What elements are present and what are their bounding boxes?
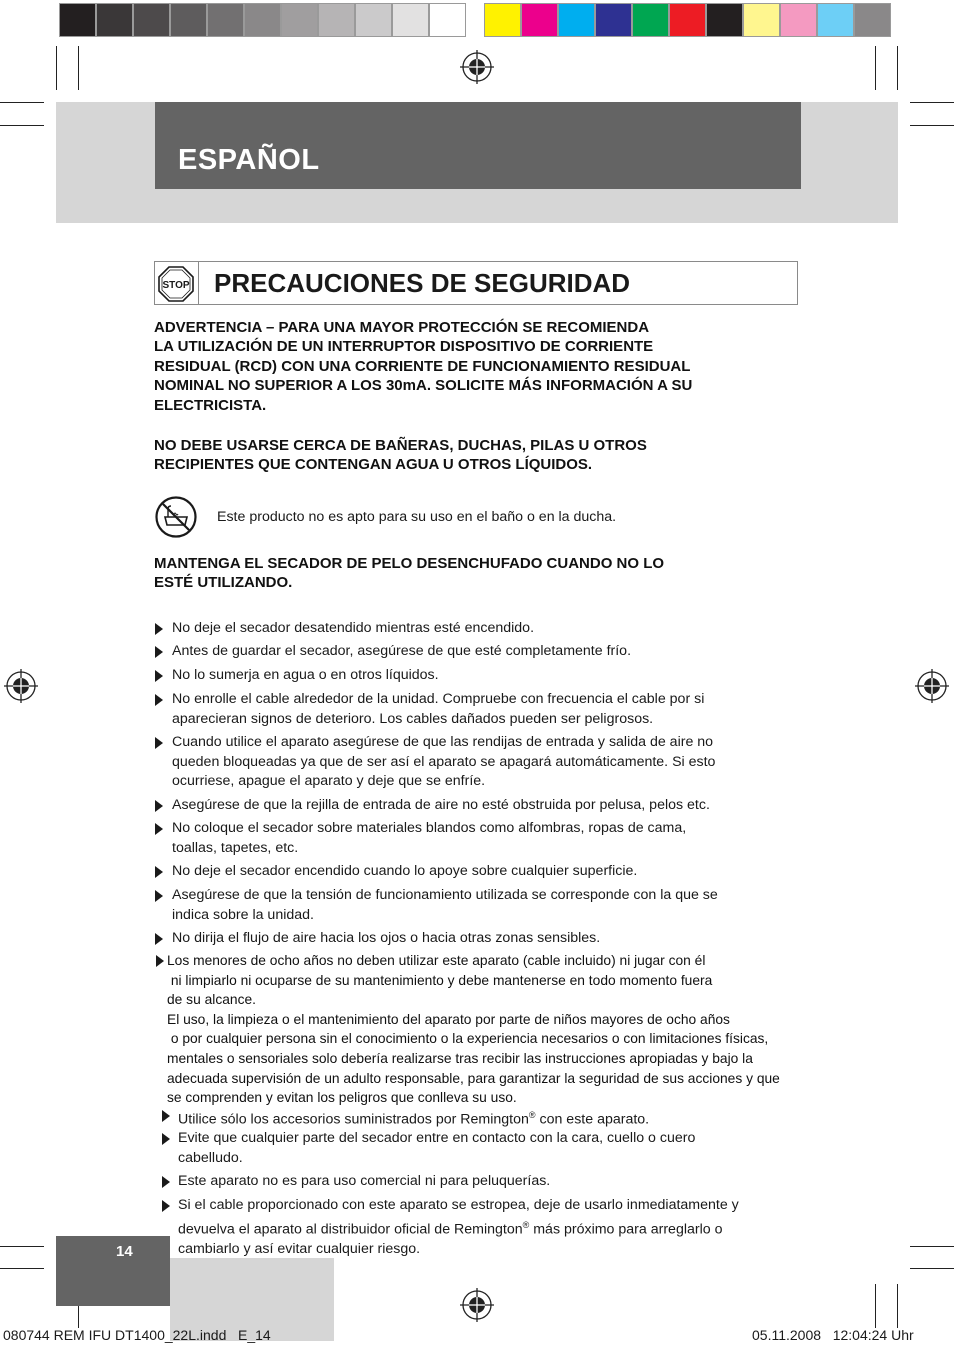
- list-item-text: Cuando utilice el aparato asegúrese de que las rendijas de entrada y salida de aire no: [172, 734, 714, 750]
- crop-mark: [910, 125, 954, 126]
- footer-file-info: 080744 REM IFU DT1400_22L.indd E_14: [3, 1327, 271, 1343]
- bullet-arrow-icon: [155, 623, 163, 635]
- list-item: [172, 690, 704, 729]
- section-icon-cell: [154, 261, 199, 305]
- bullet-arrow-icon: [155, 800, 163, 812]
- children-line: o por cualquier persona sin el conocimiento o la experiencia necesarios o con limitaciones físicas,: [167, 1031, 769, 1047]
- list-item-text: Asegúrese de que la rejilla de entrada de aire no esté obstruida por pelusa, pelos etc.: [172, 797, 710, 813]
- crop-mark: [910, 1268, 954, 1269]
- gray-swatch: [170, 3, 207, 37]
- list-item-text: No deje el secador encendido cuando lo apoye sobre cualquier superficie.: [172, 863, 638, 879]
- crop-mark: [56, 46, 57, 90]
- list-item-text: más próximo para arreglarlo o: [529, 1221, 723, 1238]
- unplug-warning: [154, 554, 814, 593]
- color-swatch: [780, 3, 817, 37]
- warning-line: NO DEBE USARSE CERCA DE BAÑERAS, DUCHAS, PILAS U OTROS: [154, 437, 647, 454]
- list-item: [172, 886, 718, 925]
- gray-swatch: [318, 3, 355, 37]
- page-number-box: [56, 1236, 170, 1306]
- warning-line: RECIPIENTES QUE CONTENGAN AGUA U OTROS LÍQUIDOS.: [154, 456, 593, 474]
- color-swatch: [743, 3, 780, 37]
- color-swatch: [484, 3, 521, 37]
- list-item-text: indica sobre la unidad.: [172, 906, 314, 923]
- footer-timestamp: 05.11.2008 12:04:24 Uhr: [752, 1327, 914, 1343]
- bullet-arrow-icon: [156, 955, 164, 967]
- registered-mark: ®: [528, 1110, 536, 1120]
- bullet-arrow-icon: [162, 1200, 170, 1212]
- list-item-text: Utilice sólo los accesorios suministrados por Remington: [178, 1111, 529, 1128]
- warning-line: MANTENGA EL SECADOR DE PELO DESENCHUFADO CUANDO NO LO: [154, 555, 665, 572]
- list-item-text: con este aparato.: [535, 1111, 650, 1128]
- crop-mark: [875, 46, 876, 90]
- list-item: [178, 1129, 695, 1168]
- warning-line: LA UTILIZACIÓN DE UN INTERRUPTOR DISPOSITIVO DE CORRIENTE: [154, 338, 654, 356]
- registered-mark: ®: [522, 1219, 530, 1230]
- children-line: ni limpiarlo ni ocuparse de su mantenimiento y debe mantenerse en todo momento fuera: [167, 972, 713, 988]
- gray-swatch: [96, 3, 133, 37]
- color-swatch: [521, 3, 558, 37]
- stop-icon: [154, 261, 198, 305]
- gray-swatch: [133, 3, 170, 37]
- list-item-text: No enrolle el cable alrededor de la unidad. Compruebe con frecuencia el cable por si: [172, 691, 705, 707]
- registration-mark-icon: [460, 1288, 494, 1322]
- warning-line: RESIDUAL (RCD) CON UNA CORRIENTE DE FUNCIONAMIENTO RESIDUAL: [154, 357, 691, 375]
- gray-swatch: [59, 3, 96, 37]
- list-item: [172, 666, 439, 686]
- page-number: 14: [116, 1243, 133, 1260]
- color-swatch: [817, 3, 854, 37]
- bullet-arrow-icon: [155, 737, 163, 749]
- list-item: [172, 929, 600, 949]
- children-warning: [167, 951, 827, 1108]
- list-item-text: No lo sumerja en agua o en otros líquidos.: [172, 667, 439, 683]
- page-title: ESPAÑOL: [178, 144, 320, 176]
- list-item-text: aparecieran signos de deterioro. Los cables dañados pueden ser peligrosos.: [172, 710, 654, 727]
- registration-mark-icon: [915, 669, 949, 703]
- list-item-text: Evite que cualquier parte del secador entre en contacto con la cara, cuello o cuero: [178, 1130, 696, 1146]
- crop-mark: [78, 46, 79, 90]
- children-line: mentales o sensoriales solo debería realizarse tras recibir las instrucciones apropiadas y bajo la: [167, 1050, 753, 1066]
- section-title: PRECAUCIONES DE SEGURIDAD: [214, 268, 631, 298]
- list-item: [178, 1196, 739, 1260]
- list-item-text: cambiarlo y así evitar cualquier riesgo.: [178, 1240, 421, 1257]
- list-item: [172, 619, 534, 639]
- children-line: de su alcance.: [167, 992, 256, 1008]
- bullet-arrow-icon: [155, 694, 163, 706]
- crop-mark: [0, 102, 44, 103]
- list-item-text: No coloque el secador sobre materiales blandos como alfombras, ropas de cama,: [172, 820, 687, 836]
- svg-text:STOP: STOP: [162, 280, 190, 291]
- gray-swatch: [207, 3, 244, 37]
- water-warning: [154, 436, 814, 475]
- list-item-text: cabelludo.: [178, 1149, 243, 1166]
- list-item-text: Antes de guardar el secador, asegúrese de que esté completamente frío.: [172, 643, 632, 659]
- gray-swatch: [281, 3, 318, 37]
- bullet-arrow-icon: [155, 890, 163, 902]
- color-swatch: [706, 3, 743, 37]
- list-item: [172, 819, 686, 858]
- crop-mark: [910, 1246, 954, 1247]
- color-swatch: [558, 3, 595, 37]
- bullet-arrow-icon: [162, 1176, 170, 1188]
- gray-swatch: [429, 3, 466, 37]
- list-item: [172, 862, 637, 882]
- gray-swatch: [244, 3, 281, 37]
- gray-swatch: [355, 3, 392, 37]
- bullet-arrow-icon: [155, 646, 163, 658]
- crop-mark: [0, 1246, 44, 1247]
- list-item-text: queden bloqueadas ya que de ser así el aparato se apagará automáticamente. Si esto: [172, 753, 716, 770]
- list-item-text: toallas, tapetes, etc.: [172, 839, 299, 856]
- bullet-arrow-icon: [155, 670, 163, 682]
- bullet-arrow-icon: [155, 933, 163, 945]
- list-item-text: No dirija el flujo de aire hacia los ojos o hacia otras zonas sensibles.: [172, 930, 601, 946]
- warning-line: ADVERTENCIA – PARA UNA MAYOR PROTECCIÓN SE RECOMIENDA: [154, 319, 650, 336]
- warning-line: NOMINAL NO SUPERIOR A LOS 30mA. SOLICITE MÁS INFORMACIÓN A SU: [154, 377, 693, 395]
- gray-swatch: [392, 3, 429, 37]
- children-line: Los menores de ocho años no deben utilizar este aparato (cable incluido) ni jugar con él: [167, 953, 706, 968]
- bullet-arrow-icon: [155, 866, 163, 878]
- list-item-text: Si el cable proporcionado con este aparato se estropea, deje de usarlo inmediatamente y: [178, 1197, 739, 1213]
- warning-line: ESTÉ UTILIZANDO.: [154, 574, 293, 592]
- children-line: El uso, la limpieza o el mantenimiento del aparato por parte de niños mayores de ocho años: [167, 1011, 730, 1027]
- bullet-arrow-icon: [155, 823, 163, 835]
- list-item-text: [178, 1216, 739, 1240]
- color-swatch: [595, 3, 632, 37]
- children-line: se comprenden y evitan los peligros que conlleva su uso.: [167, 1090, 517, 1106]
- list-item: [172, 796, 710, 816]
- crop-mark: [0, 1268, 44, 1269]
- list-item-text: ocurriese, apague el aparato y deje que se enfríe.: [172, 773, 486, 790]
- list-item: [172, 733, 715, 792]
- rcd-warning: [154, 318, 814, 415]
- color-swatch: [669, 3, 706, 37]
- crop-mark: [897, 46, 898, 90]
- crop-mark: [0, 125, 44, 126]
- crop-mark: [910, 102, 954, 103]
- color-swatch: [854, 3, 891, 37]
- registration-mark-icon: [460, 50, 494, 84]
- crop-mark: [875, 1284, 876, 1328]
- list-item-text: No deje el secador desatendido mientras esté encendido.: [172, 620, 535, 636]
- registration-mark-icon: [4, 669, 38, 703]
- list-item: [172, 642, 631, 662]
- list-item: [178, 1106, 649, 1130]
- bullet-arrow-icon: [162, 1133, 170, 1145]
- children-line: adecuada supervisión de un adulto responsable, para garantizar la seguridad de sus acciones y que: [167, 1070, 780, 1086]
- crop-mark: [897, 1284, 898, 1328]
- bullet-arrow-icon: [162, 1110, 170, 1122]
- color-swatch: [632, 3, 669, 37]
- list-item-text: devuelva el aparato al distribuidor oficial de Remington: [178, 1221, 523, 1238]
- list-item: Este aparato no es para uso comercial ni para peluquerías.: [178, 1173, 551, 1189]
- list-item-text: Asegúrese de que la tensión de funcionamiento utilizada se corresponde con la que se: [172, 887, 718, 903]
- warning-line: ELECTRICISTA.: [154, 396, 267, 414]
- no-bath-icon: [154, 495, 198, 539]
- bath-notice-text: Este producto no es apto para su uso en el baño o en la ducha.: [217, 509, 617, 525]
